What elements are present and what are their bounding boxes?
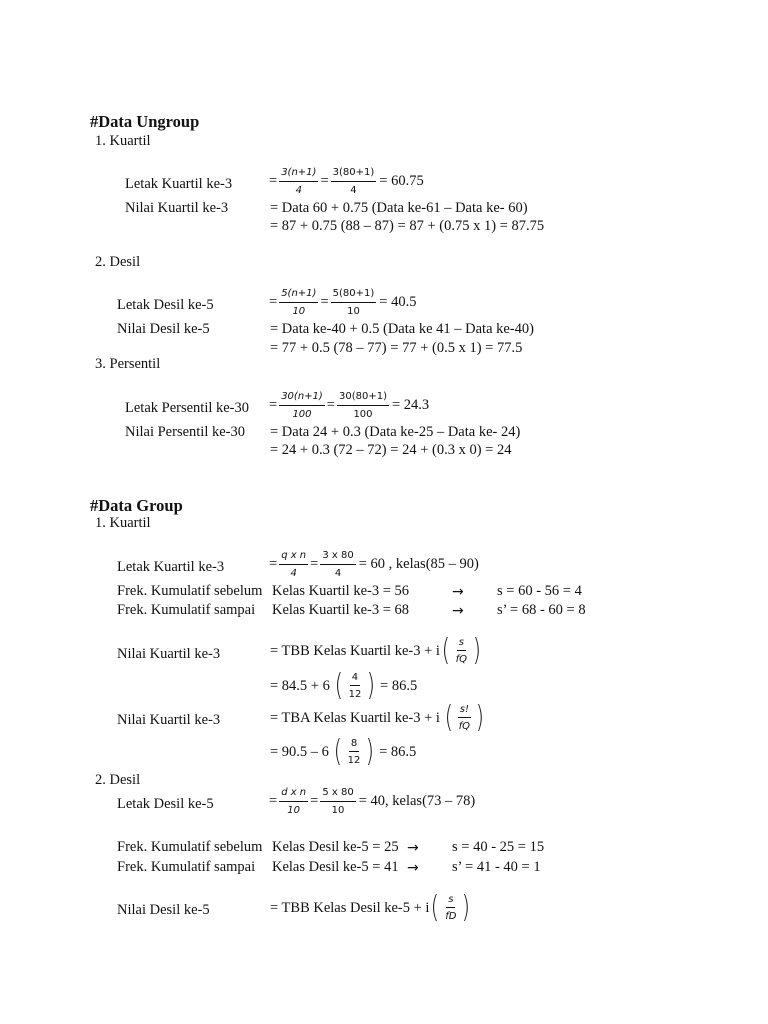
- group-kuartil-frek-sebelum-text: Kelas Kuartil ke-3 = 56: [272, 583, 410, 599]
- ungroup-nilai-desil-label: Nilai Desil ke-5: [117, 321, 210, 337]
- right-paren: ): [472, 633, 482, 668]
- group-letak-desil-label: Letak Desil ke-5: [117, 796, 214, 812]
- group-nilai-kuartil-tbb-calc: [270, 668, 418, 703]
- fraction-numerator: 30(n+1): [279, 391, 325, 406]
- formula-result: = 60 , kelas(85 – 90): [358, 556, 479, 573]
- group-letak-kuartil-label: Letak Kuartil ke-3: [117, 559, 225, 575]
- fraction-numerator: 5(80+1): [331, 288, 377, 303]
- ungroup-nilai-persentil-line1: = Data 24 + 0.3 (Data ke-25 – Data ke- 24): [270, 424, 521, 440]
- fraction: [443, 894, 458, 923]
- group-kuartil-frek-sampai-label: Frek. Kumulatif sampai: [117, 602, 256, 618]
- group-desil-frek-sampai-label: Frek. Kumulatif sampai: [117, 859, 256, 875]
- group-letak-desil-formula: [269, 787, 475, 816]
- right-arrow-icon: →: [407, 840, 419, 856]
- formula-prefix: = TBB Kelas Desil ke-5 + i: [270, 899, 430, 916]
- ungroup-nilai-kuartil-label: Nilai Kuartil ke-3: [125, 200, 229, 216]
- fraction: [279, 550, 308, 579]
- parenthesized-fraction: [429, 890, 472, 925]
- formula-result: = 40, kelas(73 – 78): [358, 793, 476, 810]
- ungroup-persentil-item: 3. Persentil: [95, 356, 161, 372]
- group-nilai-desil-label: Nilai Desil ke-5: [117, 902, 210, 918]
- formula-result: = 86.5: [380, 677, 418, 694]
- ungroup-letak-desil-label: Letak Desil ke-5: [117, 297, 214, 313]
- fraction-denominator: 12: [348, 689, 362, 700]
- right-arrow-icon: →: [407, 860, 419, 876]
- fraction-numerator: 3(n+1): [279, 167, 318, 182]
- fraction: [279, 391, 325, 420]
- ungroup-nilai-desil-line1: = Data ke-40 + 0.5 (Data ke 41 – Data ke-40): [270, 321, 534, 337]
- fraction-denominator: fD: [445, 911, 457, 922]
- fraction-numerator: 8: [349, 738, 359, 753]
- equals-sign: =: [269, 397, 278, 414]
- formula-result: = 60.75: [379, 173, 424, 190]
- ungroup-letak-persentil-label: Letak Persentil ke-30: [125, 400, 250, 416]
- fraction-numerator: s: [446, 894, 455, 909]
- group-letak-kuartil-formula: [269, 550, 479, 579]
- fraction-numerator: d x n: [279, 787, 308, 802]
- ungroup-letak-persentil-formula: [269, 391, 429, 420]
- formula-result: = 24.3: [391, 397, 430, 414]
- ungroup-heading: #Data Ungroup: [90, 112, 200, 131]
- group-kuartil-frek-sampai-text: Kelas Kuartil ke-3 = 68: [272, 602, 410, 618]
- formula-prefix: = 84.5 + 6: [270, 677, 330, 694]
- fraction-denominator: 100: [292, 408, 312, 420]
- fraction: [331, 167, 377, 196]
- group-kuartil-frek-sampai-calc: s’ = 68 - 60 = 8: [497, 602, 586, 618]
- group-desil-frek-sebelum-calc: s = 40 - 25 = 15: [452, 839, 545, 855]
- fraction: [337, 391, 389, 420]
- left-paren: (: [444, 700, 453, 735]
- right-arrow-icon: →: [452, 603, 464, 619]
- fraction-denominator: 10: [347, 305, 360, 317]
- parenthesized-fraction: [440, 633, 483, 668]
- right-arrow-icon: →: [452, 584, 464, 600]
- fraction: [279, 167, 318, 196]
- formula-prefix: = TBB Kelas Kuartil ke-3 + i: [270, 642, 440, 659]
- fraction-numerator: 5(n+1): [279, 288, 318, 303]
- ungroup-nilai-kuartil-line1: = Data 60 + 0.75 (Data ke-61 – Data ke- 60): [270, 200, 528, 216]
- ungroup-letak-kuartil-formula: [269, 167, 424, 196]
- left-paren: (: [431, 890, 440, 925]
- fraction-denominator: 12: [347, 755, 361, 766]
- group-kuartil-frek-sebelum-label: Frek. Kumulatif sebelum: [117, 583, 263, 599]
- formula-prefix: = 90.5 – 6: [270, 743, 329, 760]
- fraction: [320, 550, 355, 579]
- formula-prefix: = TBA Kelas Kuartil ke-3 + i: [270, 709, 440, 726]
- right-paren: ): [366, 734, 375, 769]
- ungroup-nilai-desil-line2: = 77 + 0.5 (78 – 77) = 77 + (0.5 x 1) = 77.5: [270, 340, 523, 356]
- formula-result: = 86.5: [379, 743, 417, 760]
- fraction-numerator: 3 x 80: [320, 550, 355, 565]
- parenthesized-fraction: [443, 700, 486, 735]
- group-desil-frek-sampai-calc: s’ = 41 - 40 = 1: [452, 859, 541, 875]
- group-nilai-kuartil-tbb-label: Nilai Kuartil ke-3: [117, 646, 221, 662]
- fraction-denominator: 10: [287, 804, 301, 816]
- ungroup-nilai-persentil-line2: = 24 + 0.3 (72 – 72) = 24 + (0.3 x 0) = 24: [270, 442, 512, 458]
- fraction-denominator: 4: [350, 184, 357, 196]
- fraction-numerator: 4: [350, 672, 360, 687]
- left-paren: (: [333, 734, 342, 769]
- group-kuartil-item: 1. Kuartil: [95, 515, 151, 531]
- equals-sign: =: [310, 556, 319, 573]
- fraction-numerator: s: [457, 637, 466, 652]
- formula-result: = 40.5: [379, 294, 417, 311]
- group-desil-item: 2. Desil: [95, 772, 141, 788]
- equals-sign: =: [269, 173, 278, 190]
- equals-sign: =: [310, 793, 319, 810]
- group-nilai-desil-formula: [270, 890, 472, 925]
- fraction: [320, 787, 355, 816]
- fraction-numerator: 30(80+1): [337, 391, 389, 406]
- fraction-denominator: 4: [295, 184, 302, 196]
- ungroup-desil-item: 2. Desil: [95, 254, 141, 270]
- fraction-denominator: fQ: [458, 721, 471, 732]
- equals-sign: =: [269, 793, 278, 810]
- fraction-denominator: 4: [290, 567, 297, 579]
- group-heading: #Data Group: [90, 496, 183, 515]
- fraction-numerator: 3(80+1): [331, 167, 377, 182]
- fraction: [331, 288, 377, 317]
- equals-sign: =: [320, 294, 329, 311]
- equals-sign: =: [269, 556, 278, 573]
- fraction-denominator: 10: [292, 305, 306, 317]
- group-desil-frek-sebelum-label: Frek. Kumulatif sebelum: [117, 839, 263, 855]
- fraction: [279, 288, 318, 317]
- fraction: [454, 637, 469, 666]
- fraction: [347, 672, 364, 701]
- right-paren: ): [367, 668, 376, 703]
- parenthesized-fraction: [333, 668, 377, 703]
- equals-sign: =: [320, 173, 329, 190]
- fraction-denominator: fQ: [455, 654, 468, 665]
- fraction: [457, 704, 472, 733]
- group-desil-frek-sampai-text: Kelas Desil ke-5 = 41: [272, 859, 399, 875]
- group-kuartil-frek-sebelum-calc: s = 60 - 56 = 4: [497, 583, 582, 599]
- left-paren: (: [441, 633, 450, 668]
- equals-sign: =: [326, 397, 335, 414]
- group-nilai-kuartil-tba-calc: [270, 734, 417, 769]
- equals-sign: =: [269, 294, 278, 311]
- group-nilai-kuartil-tba-label: Nilai Kuartil ke-3: [117, 712, 221, 728]
- fraction-numerator: s!: [458, 704, 471, 719]
- fraction-denominator: 100: [353, 408, 373, 420]
- parenthesized-fraction: [332, 734, 376, 769]
- fraction-numerator: q x n: [279, 550, 308, 565]
- ungroup-letak-kuartil-label: Letak Kuartil ke-3: [125, 176, 233, 192]
- fraction: [346, 738, 363, 767]
- group-nilai-kuartil-tba-formula: [270, 700, 486, 735]
- fraction-numerator: 5 x 80: [320, 787, 355, 802]
- ungroup-nilai-kuartil-line2: = 87 + 0.75 (88 – 87) = 87 + (0.75 x 1) = 87.75: [270, 218, 545, 234]
- ungroup-kuartil-item: 1. Kuartil: [95, 133, 151, 149]
- right-paren: ): [462, 890, 471, 925]
- left-paren: (: [334, 668, 343, 703]
- ungroup-letak-desil-formula: [269, 288, 416, 317]
- fraction-denominator: 10: [331, 804, 345, 816]
- group-desil-frek-sebelum-text: Kelas Desil ke-5 = 25: [272, 839, 399, 855]
- group-nilai-kuartil-tbb-formula: [270, 633, 483, 668]
- right-paren: ): [475, 700, 485, 735]
- fraction-denominator: 4: [334, 567, 342, 579]
- fraction: [279, 787, 308, 816]
- ungroup-nilai-persentil-label: Nilai Persentil ke-30: [125, 424, 246, 440]
